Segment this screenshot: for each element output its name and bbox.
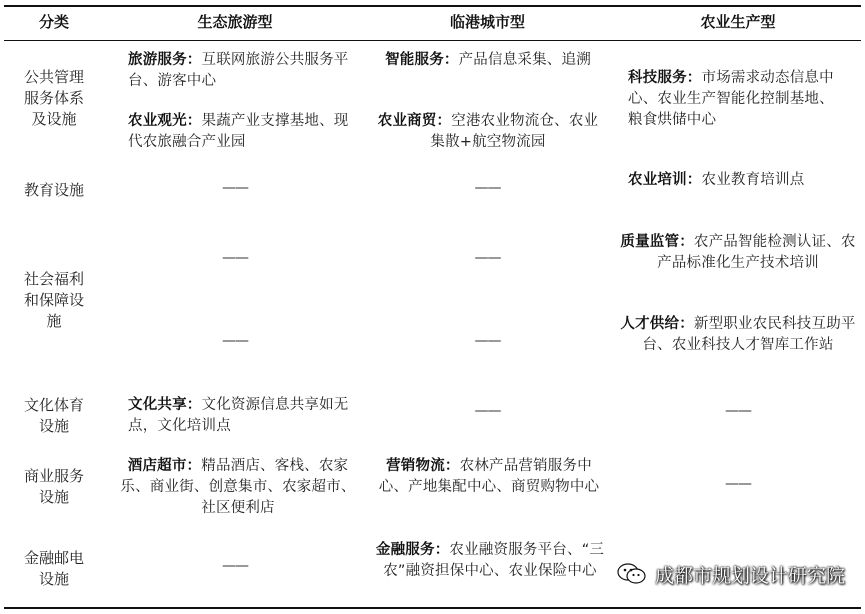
category-finance-post: 金融邮电 设施: [23, 549, 84, 588]
empty-dash: ——: [222, 180, 248, 196]
wechat-icon: [617, 562, 647, 586]
empty-dash: ——: [474, 403, 501, 419]
empty-dash: ——: [474, 180, 501, 196]
empty-dash: ——: [222, 250, 248, 266]
header-port-city: 临港城市型: [449, 13, 525, 31]
cell-talent-supply: 人才供给：新型职业农民科技互助平台、农业科技人才智库工作站: [620, 316, 856, 353]
header-agri-production: 农业生产型: [700, 13, 776, 31]
cell-marketing-logistics: 营销物流：农林产品营销服务中心、产地集配中心、商贸购物中心: [378, 458, 600, 495]
empty-dash: ——: [222, 558, 248, 574]
table-bottom-rule: [4, 607, 861, 609]
empty-dash: ——: [222, 333, 248, 349]
cell-tech-service: 科技服务：市场需求动态信息中心、农业生产智能化控制基地、粮食烘储中心: [628, 70, 834, 128]
cell-smart-service: 智能服务：产品信息采集、追溯: [385, 52, 591, 68]
cell-culture-sharing: 文化共享：文化资源信息共享如无点，文化培训点: [128, 397, 349, 434]
cell-quality-supervision: 质量监管：农产品智能检测认证、农产品标准化生产技术培训: [620, 234, 856, 271]
empty-dash: ——: [474, 333, 501, 349]
category-public-management: 公共管理 服务体系 及设施: [23, 68, 84, 128]
cell-agri-sightseeing: 农业观光：果蔬产业支撑基地、现代农旅融合产业园: [128, 113, 349, 150]
empty-dash: ——: [725, 476, 751, 492]
category-commercial-service: 商业服务 设施: [23, 467, 84, 506]
empty-dash: ——: [725, 403, 751, 419]
category-social-welfare: 社会福利 和保障设 施: [23, 270, 84, 330]
cell-financial-service: 金融服务：农业融资服务平台、“三农”融资担保中心、农业保险中心: [375, 542, 605, 579]
cell-agri-training: 农业培训：农业教育培训点: [628, 172, 805, 188]
cell-hotel-supermarket: 酒店超市：精品酒店、客栈、农家乐、商业街、创意集市、农家超市、社区便利店: [120, 458, 356, 516]
category-education: 教育设施: [23, 181, 84, 199]
header-eco-tourism: 生态旅游型: [197, 13, 273, 31]
cell-agri-trade: 农业商贸：空港农业物流仓、农业集散+航空物流园: [377, 113, 599, 150]
watermark-text: 成都市规划设计研究院: [654, 564, 845, 587]
cell-tourism-service: 旅游服务：互联网旅游公共服务平台、游客中心: [128, 52, 349, 89]
category-culture-sports: 文化体育 设施: [23, 396, 84, 435]
header-category: 分类: [38, 13, 69, 31]
watermark: [617, 560, 845, 588]
table-header-rule: [4, 40, 861, 41]
empty-dash: ——: [474, 250, 501, 266]
